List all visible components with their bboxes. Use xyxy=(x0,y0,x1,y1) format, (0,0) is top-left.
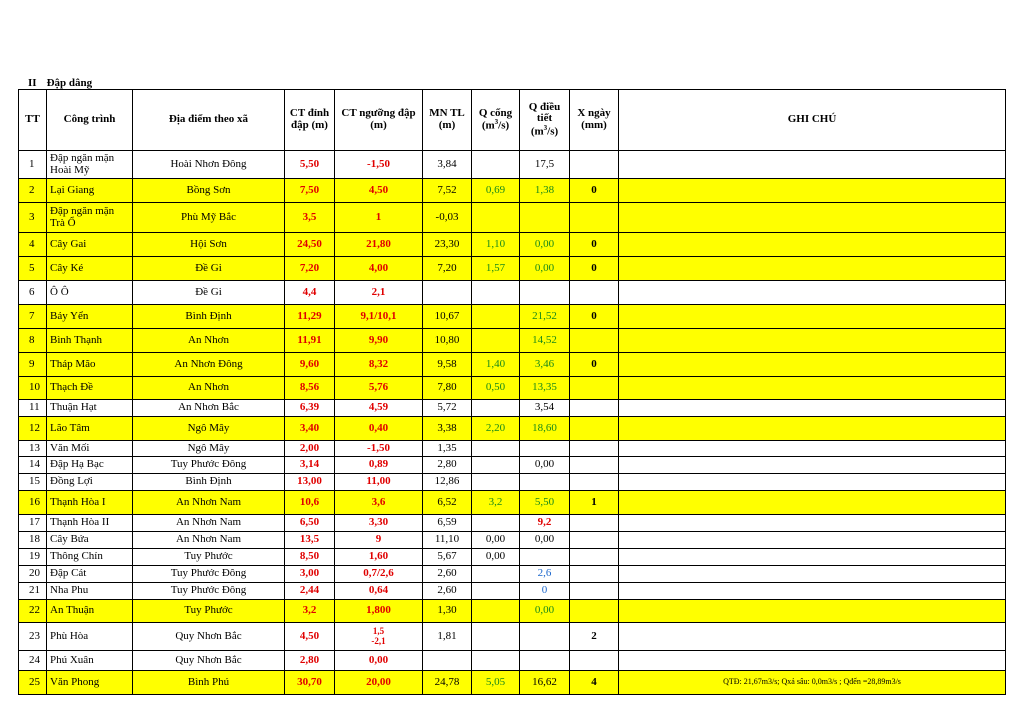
cell-tt: 13 xyxy=(19,441,47,457)
cell-tt: 3 xyxy=(19,203,47,233)
cell-ghi-chu xyxy=(619,257,1006,281)
cell-ct-nguong: 9 xyxy=(335,532,423,549)
cell-q-dieu-tiet: 17,5 xyxy=(520,151,570,179)
cell-mn-tl: 10,67 xyxy=(423,305,472,329)
cell-cong-trinh: Cây Ké xyxy=(47,257,133,281)
section-number: II xyxy=(28,77,37,89)
table-row xyxy=(19,400,1006,417)
cell-mn-tl: 12,86 xyxy=(423,474,472,491)
cell-cong-trinh: Lại Giang xyxy=(47,179,133,203)
cell-cong-trinh: Văn Mối xyxy=(47,441,133,457)
cell-x-ngay xyxy=(570,377,619,400)
cell-cong-trinh: Lão Tâm xyxy=(47,417,133,441)
cell-mn-tl: 9,58 xyxy=(423,353,472,377)
cell-ct-dinh: 30,70 xyxy=(285,671,335,695)
cell-mn-tl: 7,52 xyxy=(423,179,472,203)
cell-q-cong: 0,50 xyxy=(472,377,520,400)
cell-cong-trinh: Tháp Mão xyxy=(47,353,133,377)
header-q-cong xyxy=(472,90,520,151)
cell-q-cong xyxy=(472,329,520,353)
header-ct-nguong: CT ngưỡng đập (m) xyxy=(335,90,423,151)
cell-ghi-chu xyxy=(619,600,1006,623)
cell-q-cong: 3,2 xyxy=(472,491,520,515)
cell-q-dieu-tiet: 2,6 xyxy=(520,566,570,583)
cell-q-cong: 0,00 xyxy=(472,532,520,549)
cell-ct-nguong: 1 xyxy=(335,203,423,233)
cell-ct-nguong: 4,59 xyxy=(335,400,423,417)
table-row xyxy=(19,417,1006,441)
cell-mn-tl: 3,38 xyxy=(423,417,472,441)
cell-x-ngay: 0 xyxy=(570,353,619,377)
table-row xyxy=(19,353,1006,377)
cell-tt: 18 xyxy=(19,532,47,549)
cell-dia-diem: Tuy Phước xyxy=(133,549,285,566)
cell-dia-diem: Ngô Mây xyxy=(133,417,285,441)
cell-ghi-chu xyxy=(619,474,1006,491)
cell-ct-nguong: 3,30 xyxy=(335,515,423,532)
cell-ct-dinh: 6,50 xyxy=(285,515,335,532)
cell-dia-diem: Tuy Phước Đông xyxy=(133,457,285,474)
cell-q-cong xyxy=(472,583,520,600)
cell-tt: 17 xyxy=(19,515,47,532)
cell-mn-tl: 6,59 xyxy=(423,515,472,532)
cell-cong-trinh: An Thuận xyxy=(47,600,133,623)
cell-tt: 4 xyxy=(19,233,47,257)
dam-table xyxy=(18,89,1006,695)
cell-mn-tl: 5,67 xyxy=(423,549,472,566)
table-row xyxy=(19,532,1006,549)
cell-mn-tl: 23,30 xyxy=(423,233,472,257)
cell-mn-tl: 5,72 xyxy=(423,400,472,417)
table-row xyxy=(19,491,1006,515)
cell-cong-trinh: Thạnh Hòa I xyxy=(47,491,133,515)
cell-ghi-chu xyxy=(619,400,1006,417)
cell-tt: 25 xyxy=(19,671,47,695)
cell-x-ngay xyxy=(570,566,619,583)
cell-q-dieu-tiet: 21,52 xyxy=(520,305,570,329)
cell-dia-diem: Bình Phú xyxy=(133,671,285,695)
cell-q-cong: 0,69 xyxy=(472,179,520,203)
header-q-dieu-tiet-sup: 3 xyxy=(543,123,548,132)
cell-dia-diem: Bình Định xyxy=(133,474,285,491)
table-row xyxy=(19,671,1006,695)
header-x-ngay: X ngày (mm) xyxy=(570,90,619,151)
header-q-dieu-tiet-unit-b: /s) xyxy=(547,125,559,138)
cell-cong-trinh: Ô Ô xyxy=(47,281,133,305)
cell-dia-diem: An Nhơn xyxy=(133,329,285,353)
cell-tt: 16 xyxy=(19,491,47,515)
cell-ct-dinh: 4,50 xyxy=(285,623,335,651)
cell-ghi-chu xyxy=(619,549,1006,566)
cell-ghi-chu xyxy=(619,353,1006,377)
cell-ct-dinh: 3,2 xyxy=(285,600,335,623)
cell-ghi-chu: QTĐ: 21,67m3/s; Qxả sâu: 0,0m3/s ; Qđến =28,89m3/s xyxy=(619,671,1006,695)
cell-ct-nguong: 0,89 xyxy=(335,457,423,474)
cell-ct-nguong: 4,00 xyxy=(335,257,423,281)
table-row xyxy=(19,281,1006,305)
header-q-cong-sup: 3 xyxy=(494,118,499,127)
cell-cong-trinh: Thuận Hạt xyxy=(47,400,133,417)
cell-mn-tl: 6,52 xyxy=(423,491,472,515)
table-row xyxy=(19,566,1006,583)
cell-dia-diem: An Nhơn Nam xyxy=(133,491,285,515)
cell-mn-tl: 2,60 xyxy=(423,583,472,600)
cell-x-ngay xyxy=(570,600,619,623)
cell-cong-trinh: Phù Hòa xyxy=(47,623,133,651)
cell-q-dieu-tiet: 0,00 xyxy=(520,532,570,549)
cell-mn-tl: 1,35 xyxy=(423,441,472,457)
cell-x-ngay xyxy=(570,532,619,549)
cell-ct-dinh: 8,50 xyxy=(285,549,335,566)
cell-dia-diem: Ngô Mây xyxy=(133,441,285,457)
cell-x-ngay xyxy=(570,400,619,417)
cell-q-dieu-tiet xyxy=(520,203,570,233)
cell-q-dieu-tiet: 0,00 xyxy=(520,233,570,257)
cell-ct-dinh: 7,50 xyxy=(285,179,335,203)
table-row xyxy=(19,457,1006,474)
section-title xyxy=(28,77,92,89)
cell-ct-nguong: 4,50 xyxy=(335,179,423,203)
cell-dia-diem: Tuy Phước Đông xyxy=(133,583,285,600)
cell-q-dieu-tiet xyxy=(520,623,570,651)
cell-ghi-chu xyxy=(619,377,1006,400)
cell-ct-dinh: 11,91 xyxy=(285,329,335,353)
cell-cong-trinh: Phú Xuân xyxy=(47,651,133,671)
cell-ghi-chu xyxy=(619,305,1006,329)
cell-q-cong xyxy=(472,474,520,491)
table-row xyxy=(19,549,1006,566)
cell-cong-trinh: Cây Gai xyxy=(47,233,133,257)
cell-ghi-chu xyxy=(619,623,1006,651)
cell-ct-nguong: 21,80 xyxy=(335,233,423,257)
cell-ct-dinh: 9,60 xyxy=(285,353,335,377)
cell-q-cong xyxy=(472,566,520,583)
cell-q-cong: 5,05 xyxy=(472,671,520,695)
cell-ct-dinh: 13,5 xyxy=(285,532,335,549)
cell-cong-trinh: Đập Hạ Bạc xyxy=(47,457,133,474)
cell-x-ngay xyxy=(570,441,619,457)
cell-dia-diem: Quy Nhơn Bắc xyxy=(133,651,285,671)
table-row xyxy=(19,377,1006,400)
cell-x-ngay xyxy=(570,549,619,566)
cell-mn-tl: 2,80 xyxy=(423,457,472,474)
cell-x-ngay: 1 xyxy=(570,491,619,515)
cell-ghi-chu xyxy=(619,491,1006,515)
cell-q-cong xyxy=(472,305,520,329)
table-row xyxy=(19,474,1006,491)
cell-dia-diem: Hội Sơn xyxy=(133,233,285,257)
cell-x-ngay: 0 xyxy=(570,305,619,329)
cell-ghi-chu xyxy=(619,532,1006,549)
cell-mn-tl: 1,30 xyxy=(423,600,472,623)
table-row xyxy=(19,305,1006,329)
cell-cong-trinh: Thạch Đề xyxy=(47,377,133,400)
cell-q-dieu-tiet: 0,00 xyxy=(520,600,570,623)
cell-ghi-chu xyxy=(619,417,1006,441)
table-row xyxy=(19,203,1006,233)
table-row xyxy=(19,583,1006,600)
cell-tt: 15 xyxy=(19,474,47,491)
cell-cong-trinh: Cây Bứa xyxy=(47,532,133,549)
cell-x-ngay xyxy=(570,417,619,441)
cell-x-ngay: 0 xyxy=(570,257,619,281)
cell-cong-trinh: Đồng Lợi xyxy=(47,474,133,491)
cell-q-cong xyxy=(472,281,520,305)
cell-x-ngay: 4 xyxy=(570,671,619,695)
cell-x-ngay xyxy=(570,151,619,179)
cell-q-dieu-tiet: 13,35 xyxy=(520,377,570,400)
cell-dia-diem: An Nhơn Bắc xyxy=(133,400,285,417)
table-row xyxy=(19,151,1006,179)
cell-x-ngay xyxy=(570,583,619,600)
cell-tt: 8 xyxy=(19,329,47,353)
cell-tt: 19 xyxy=(19,549,47,566)
header-q-cong-label: Q cống xyxy=(478,106,513,119)
cell-mn-tl: 2,60 xyxy=(423,566,472,583)
cell-ct-dinh: 3,00 xyxy=(285,566,335,583)
cell-ct-dinh: 2,00 xyxy=(285,441,335,457)
cell-mn-tl: 3,84 xyxy=(423,151,472,179)
header-q-cong-unit-a: (m xyxy=(481,119,495,132)
header-q-cong-unit-b: /s) xyxy=(498,119,510,132)
table-row xyxy=(19,257,1006,281)
cell-dia-diem: Tuy Phước xyxy=(133,600,285,623)
cell-q-cong: 2,20 xyxy=(472,417,520,441)
cell-q-cong xyxy=(472,203,520,233)
cell-tt: 5 xyxy=(19,257,47,281)
cell-q-dieu-tiet: 3,54 xyxy=(520,400,570,417)
cell-ct-nguong: 9,1/10,1 xyxy=(335,305,423,329)
cell-q-cong xyxy=(472,515,520,532)
table-row xyxy=(19,600,1006,623)
cell-ct-dinh: 8,56 xyxy=(285,377,335,400)
cell-ct-nguong: 0,00 xyxy=(335,651,423,671)
cell-mn-tl: 10,80 xyxy=(423,329,472,353)
cell-cong-trinh: Đập Cát xyxy=(47,566,133,583)
cell-ghi-chu xyxy=(619,583,1006,600)
table-row xyxy=(19,651,1006,671)
cell-tt: 21 xyxy=(19,583,47,600)
cell-ct-dinh: 5,50 xyxy=(285,151,335,179)
header-ghi-chu: GHI CHÚ xyxy=(619,90,1006,151)
cell-cong-trinh: Đập ngăn mặn Hoài Mỹ xyxy=(47,151,133,179)
table-row xyxy=(19,515,1006,532)
cell-dia-diem: Bồng Sơn xyxy=(133,179,285,203)
cell-tt: 7 xyxy=(19,305,47,329)
cell-mn-tl: -0,03 xyxy=(423,203,472,233)
cell-q-dieu-tiet: 18,60 xyxy=(520,417,570,441)
cell-q-dieu-tiet xyxy=(520,474,570,491)
cell-ct-nguong: 1,60 xyxy=(335,549,423,566)
cell-q-cong xyxy=(472,651,520,671)
cell-ct-nguong: 0,64 xyxy=(335,583,423,600)
table-row xyxy=(19,623,1006,651)
cell-ghi-chu xyxy=(619,441,1006,457)
cell-ct-nguong: 1,800 xyxy=(335,600,423,623)
cell-cong-trinh: Thạnh Hòa II xyxy=(47,515,133,532)
cell-q-dieu-tiet: 0,00 xyxy=(520,257,570,281)
cell-q-dieu-tiet: 5,50 xyxy=(520,491,570,515)
header-q-dieu-tiet-unit-a: (m xyxy=(530,125,544,138)
cell-ct-nguong: -1,50 xyxy=(335,441,423,457)
header-tt: TT xyxy=(19,90,47,151)
cell-ghi-chu xyxy=(619,457,1006,474)
cell-x-ngay: 0 xyxy=(570,179,619,203)
cell-mn-tl: 1,81 xyxy=(423,623,472,651)
header-dia-diem: Địa điểm theo xã xyxy=(133,90,285,151)
cell-mn-tl: 7,20 xyxy=(423,257,472,281)
cell-dia-diem: Hoài Nhơn Đông xyxy=(133,151,285,179)
header-ct-dinh: CT đỉnh đập (m) xyxy=(285,90,335,151)
cell-tt: 1 xyxy=(19,151,47,179)
cell-q-dieu-tiet: 1,38 xyxy=(520,179,570,203)
table-row xyxy=(19,441,1006,457)
cell-q-dieu-tiet: 9,2 xyxy=(520,515,570,532)
cell-dia-diem: An Nhơn Đông xyxy=(133,353,285,377)
cell-dia-diem: Phù Mỹ Bắc xyxy=(133,203,285,233)
cell-ct-dinh: 6,39 xyxy=(285,400,335,417)
cell-tt: 14 xyxy=(19,457,47,474)
cell-tt: 20 xyxy=(19,566,47,583)
header-row xyxy=(19,90,1006,151)
cell-q-cong xyxy=(472,400,520,417)
cell-q-cong xyxy=(472,457,520,474)
cell-q-dieu-tiet xyxy=(520,549,570,566)
cell-dia-diem: Quy Nhơn Bắc xyxy=(133,623,285,651)
cell-q-cong: 0,00 xyxy=(472,549,520,566)
cell-tt: 24 xyxy=(19,651,47,671)
cell-dia-diem: An Nhơn xyxy=(133,377,285,400)
cell-dia-diem: Đề Gi xyxy=(133,281,285,305)
cell-ct-dinh: 7,20 xyxy=(285,257,335,281)
cell-q-dieu-tiet: 3,46 xyxy=(520,353,570,377)
cell-mn-tl: 7,80 xyxy=(423,377,472,400)
cell-ct-dinh: 11,29 xyxy=(285,305,335,329)
cell-q-dieu-tiet xyxy=(520,651,570,671)
cell-mn-tl xyxy=(423,281,472,305)
header-q-dieu-tiet-label: Q điều tiết xyxy=(528,100,561,125)
cell-q-dieu-tiet: 0,00 xyxy=(520,457,570,474)
cell-ghi-chu xyxy=(619,281,1006,305)
cell-ghi-chu xyxy=(619,151,1006,179)
cell-tt: 22 xyxy=(19,600,47,623)
cell-cong-trinh: Bảy Yển xyxy=(47,305,133,329)
cell-q-cong xyxy=(472,151,520,179)
cell-ct-nguong: -1,50 xyxy=(335,151,423,179)
cell-dia-diem: Bình Định xyxy=(133,305,285,329)
cell-ct-dinh: 3,14 xyxy=(285,457,335,474)
cell-cong-trinh: Đập ngăn mặn Trà Ổ xyxy=(47,203,133,233)
cell-ct-dinh: 3,5 xyxy=(285,203,335,233)
cell-ct-nguong: 9,90 xyxy=(335,329,423,353)
cell-q-dieu-tiet: 16,62 xyxy=(520,671,570,695)
cell-ct-nguong: 11,00 xyxy=(335,474,423,491)
cell-q-cong: 1,57 xyxy=(472,257,520,281)
cell-cong-trinh: Thông Chín xyxy=(47,549,133,566)
cell-tt: 10 xyxy=(19,377,47,400)
cell-mn-tl: 24,78 xyxy=(423,671,472,695)
cell-dia-diem: An Nhơn Nam xyxy=(133,515,285,532)
cell-x-ngay xyxy=(570,515,619,532)
cell-x-ngay xyxy=(570,329,619,353)
cell-ct-dinh: 2,44 xyxy=(285,583,335,600)
cell-q-cong xyxy=(472,623,520,651)
cell-mn-tl xyxy=(423,651,472,671)
cell-q-dieu-tiet: 0 xyxy=(520,583,570,600)
cell-x-ngay xyxy=(570,474,619,491)
table-row xyxy=(19,233,1006,257)
cell-ct-dinh: 4,4 xyxy=(285,281,335,305)
cell-tt: 9 xyxy=(19,353,47,377)
cell-x-ngay xyxy=(570,651,619,671)
cell-ct-nguong: 0,40 xyxy=(335,417,423,441)
header-q-dieu-tiet xyxy=(520,90,570,151)
header-cong-trinh: Công trình xyxy=(47,90,133,151)
cell-x-ngay xyxy=(570,457,619,474)
cell-ct-nguong: 5,76 xyxy=(335,377,423,400)
cell-ct-nguong: 1,5 -2,1 xyxy=(335,623,423,651)
cell-ct-dinh: 2,80 xyxy=(285,651,335,671)
cell-cong-trinh: Nha Phu xyxy=(47,583,133,600)
cell-q-cong xyxy=(472,441,520,457)
cell-ct-nguong: 0,7/2,6 xyxy=(335,566,423,583)
cell-q-dieu-tiet: 14,52 xyxy=(520,329,570,353)
table-row xyxy=(19,179,1006,203)
cell-ct-dinh: 24,50 xyxy=(285,233,335,257)
cell-q-cong xyxy=(472,600,520,623)
cell-tt: 6 xyxy=(19,281,47,305)
cell-q-dieu-tiet xyxy=(520,281,570,305)
cell-ct-nguong: 20,00 xyxy=(335,671,423,695)
section-name: Đập dâng xyxy=(46,77,93,89)
cell-ghi-chu xyxy=(619,515,1006,532)
cell-ghi-chu xyxy=(619,233,1006,257)
cell-ct-dinh: 10,6 xyxy=(285,491,335,515)
cell-ghi-chu xyxy=(619,651,1006,671)
cell-q-dieu-tiet xyxy=(520,441,570,457)
cell-q-cong: 1,10 xyxy=(472,233,520,257)
cell-cong-trinh: Văn Phong xyxy=(47,671,133,695)
cell-x-ngay xyxy=(570,281,619,305)
cell-tt: 12 xyxy=(19,417,47,441)
cell-cong-trinh: Bình Thạnh xyxy=(47,329,133,353)
cell-ghi-chu xyxy=(619,179,1006,203)
cell-tt: 2 xyxy=(19,179,47,203)
cell-tt: 11 xyxy=(19,400,47,417)
cell-ct-dinh: 13,00 xyxy=(285,474,335,491)
cell-ct-nguong: 8,32 xyxy=(335,353,423,377)
cell-ct-nguong: 2,1 xyxy=(335,281,423,305)
cell-ghi-chu xyxy=(619,329,1006,353)
cell-ghi-chu xyxy=(619,203,1006,233)
cell-ghi-chu xyxy=(619,566,1006,583)
cell-x-ngay: 0 xyxy=(570,233,619,257)
cell-tt: 23 xyxy=(19,623,47,651)
cell-ct-nguong: 3,6 xyxy=(335,491,423,515)
cell-ct-dinh: 3,40 xyxy=(285,417,335,441)
cell-dia-diem: Tuy Phước Đông xyxy=(133,566,285,583)
cell-x-ngay xyxy=(570,203,619,233)
header-mn-tl: MN TL (m) xyxy=(423,90,472,151)
cell-dia-diem: Đề Gi xyxy=(133,257,285,281)
table-row xyxy=(19,329,1006,353)
cell-x-ngay: 2 xyxy=(570,623,619,651)
cell-dia-diem: An Nhơn Nam xyxy=(133,532,285,549)
cell-mn-tl: 11,10 xyxy=(423,532,472,549)
cell-q-cong: 1,40 xyxy=(472,353,520,377)
